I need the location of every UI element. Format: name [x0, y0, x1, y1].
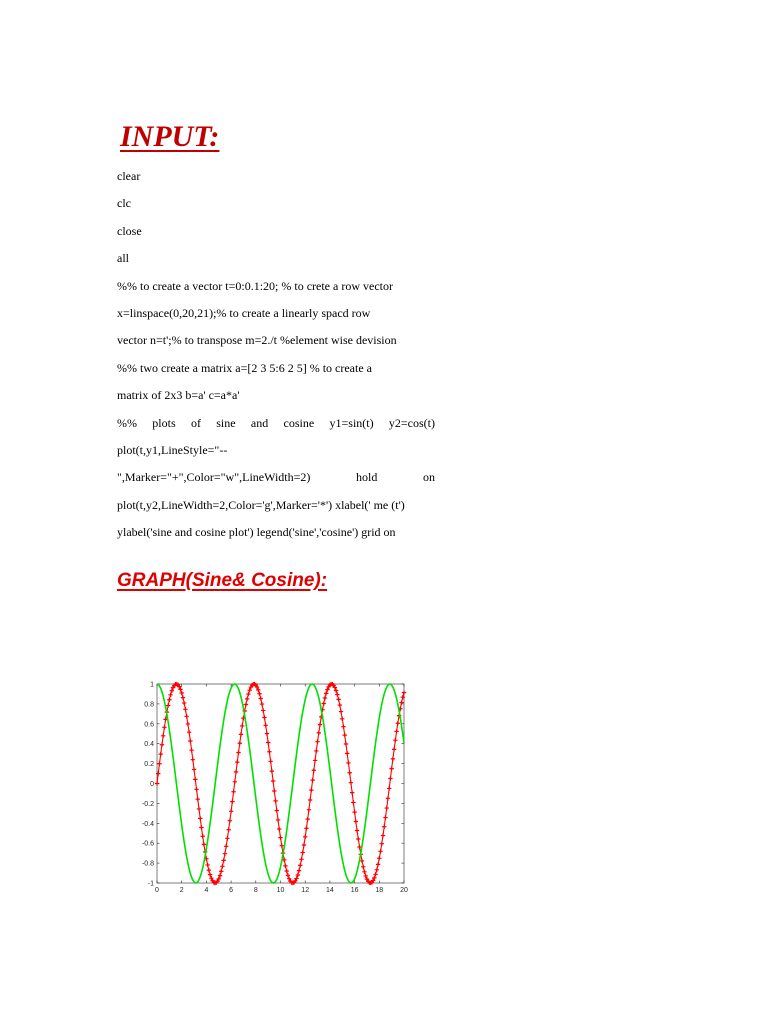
- x-tick-label: 14: [326, 887, 334, 894]
- x-tick-label: 18: [375, 887, 384, 894]
- code-line: %% plots of sine and cosine y1=sin(t) y2=cos(t): [117, 415, 435, 430]
- y-tick-label: -0.6: [141, 840, 154, 848]
- code-line: ",Marker="+",Color="w",LineWidth=2) hold on: [117, 470, 435, 485]
- code-line: clc: [117, 196, 131, 211]
- code-line: clear: [117, 169, 141, 183]
- x-tick-label: 12: [301, 887, 310, 894]
- code-line: matrix of 2x3 b=a' c=a*a': [117, 388, 240, 403]
- input-heading: INPUT:: [120, 120, 220, 153]
- y-tick-label: -1: [147, 880, 154, 888]
- y-tick-label: 0.6: [144, 721, 154, 729]
- y-tick-label: 0.4: [144, 741, 154, 749]
- y-tick-label: 0.8: [144, 701, 154, 709]
- code-line: x=linspace(0,20,21);% to create a linearly spacd row: [117, 305, 371, 320]
- x-tick-label: 20: [400, 887, 408, 894]
- x-tick-label: 2: [179, 887, 184, 894]
- y-tick-label: 1: [150, 681, 154, 689]
- sine-cosine-chart: [135, 672, 420, 902]
- x-tick-label: 6: [229, 887, 234, 894]
- y-tick-label: -0.8: [141, 860, 154, 868]
- y-tick-label: 0.2: [144, 761, 154, 769]
- code-line: close: [117, 223, 142, 238]
- x-tick-label: 4: [204, 887, 209, 894]
- y-tick-label: -0.2: [141, 800, 154, 808]
- code-line: %% to create a vector t=0:0.1:20; % to crete a row vector: [117, 278, 393, 293]
- y-tick-label: -0.4: [141, 820, 154, 828]
- plot-area: [157, 684, 404, 883]
- graph-heading: GRAPH(Sine& Cosine):: [117, 570, 328, 591]
- code-listing: [117, 163, 435, 546]
- x-tick-label: 10: [276, 887, 285, 894]
- code-line: plot(t,y2,LineWidth=2,Color='g',Marker='*') xlabel(' me (t'): [117, 497, 405, 512]
- code-line: plot(t,y1,LineStyle="--: [117, 442, 228, 457]
- code-line: all: [117, 251, 129, 266]
- code-line: ylabel('sine and cosine plot') legend('sine','cosine') grid on: [117, 525, 396, 540]
- x-tick-label: 16: [350, 887, 359, 894]
- x-tick-label: 8: [253, 887, 258, 894]
- code-line: %% two create a matrix a=[2 3 5:6 2 5] % to create a: [117, 360, 372, 375]
- code-line: vector n=t';% to transpose m=2./t %element wise devision: [117, 333, 397, 348]
- y-tick-label: 0: [150, 781, 154, 788]
- x-tick-label: 0: [155, 887, 159, 894]
- chart-svg: [135, 672, 420, 902]
